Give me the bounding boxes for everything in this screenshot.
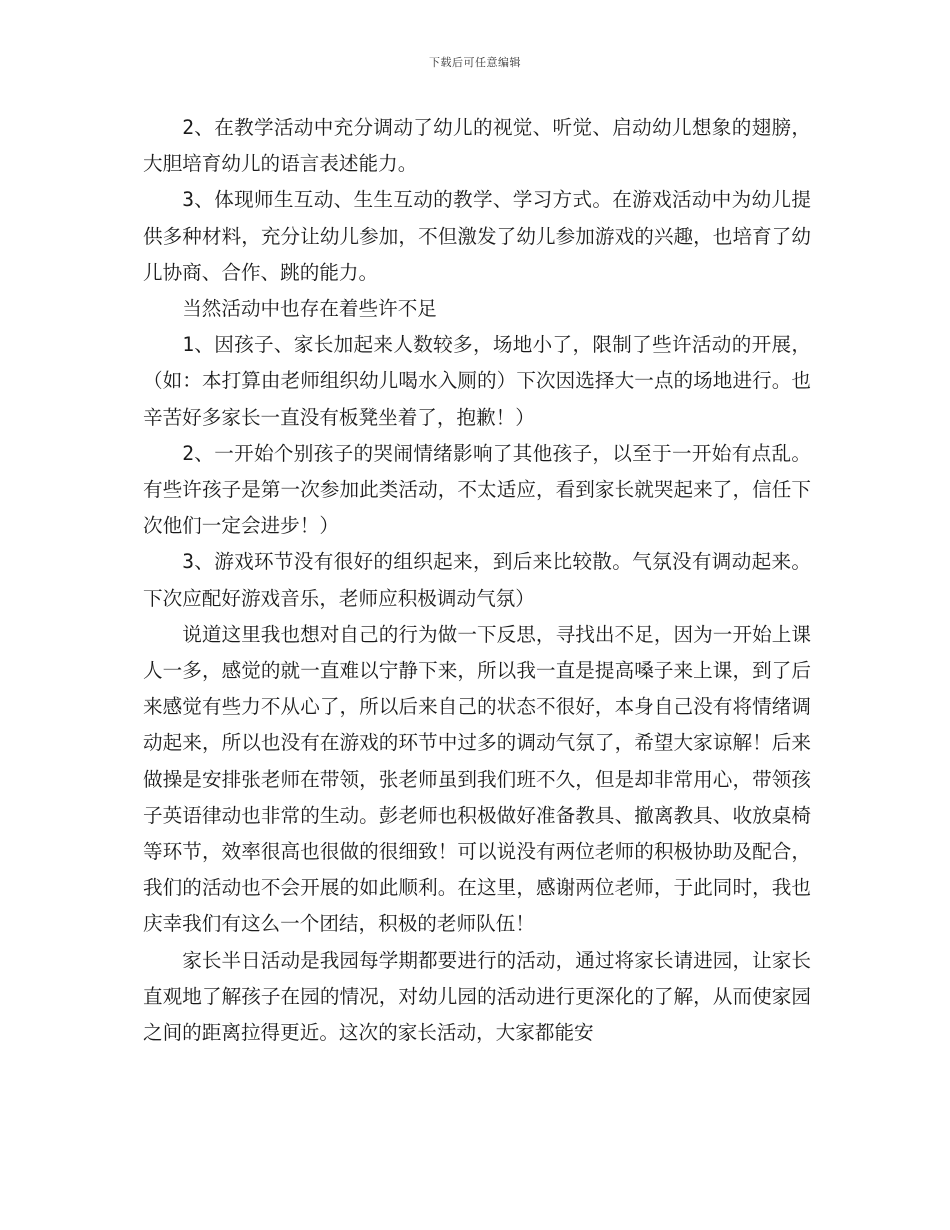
paragraph-shortcoming-1: 1、因孩子、家长加起来人数较多，场地小了，限制了些许活动的开展，（如：本打算由老师组织幼儿喝水入厕的）下次因选择大一点的场地进行。也辛苦好多家长一直没有板凳坐着了，抱歉！）	[143, 333, 811, 429]
page-header: 下载后可任意编辑	[429, 56, 521, 69]
paragraph-shortcomings-intro: 当然活动中也存在着些许不足	[182, 297, 437, 321]
paragraph-parent-activity: 家长半日活动是我园每学期都要进行的活动，通过将家长请进园，让家长直观地了解孩子在园的情况，对幼儿园的活动进行更深化的了解，从而使家园之间的距离拉得更近。这次的家长活动，大家都能安	[143, 948, 811, 1045]
paragraph-shortcoming-2: 2、一开始个别孩子的哭闹情绪影响了其他孩子，以至于一开始有点乱。有些许孩子是第一次参加此类活动，不太适应，看到家长就哭起来了，信任下次他们一定会进步！）	[143, 441, 811, 538]
document-body	[143, 110, 811, 1051]
paragraph-shortcoming-3: 3、游戏环节没有很好的组织起来，到后来比较散。气氛没有调动起来。下次应配好游戏音乐，老师应积极调动气氛）	[143, 550, 811, 610]
paragraph-reflection: 说道这里我也想对自己的行为做一下反思，寻找出不足，因为一开始上课人一多，感觉的就一直难以宁静下来，所以我一直是提高嗓子来上课，到了后来感觉有些力不从心了，所以后来自己的状态不很好，本身自己没有将情绪调动起来，所以也没有在游戏的环节中过多的调动气氛了，希望大家谅解！后来做操是安排张老师在带领，张老师虽到我们班不久，但是却非常用心，带领孩子英语律动也非常的生动。彭老师也积极做好准备教具、撤离教具、收放桌椅等环节，效率很高也很做的很细致！可以说没有两位老师的积极协助及配合，我们的活动也不会开展的如此顺利。在这里，感谢两位老师，于此同时，我也庆幸我们有这么一个团结，积极的老师队伍！	[143, 622, 811, 936]
paragraph-point-3: 3、体现师生互动、生生互动的教学、学习方式。在游戏活动中为幼儿提供多种材料，充分让幼儿参加，不但激发了幼儿参加游戏的兴趣，也培育了幼儿协商、合作、跳的能力。	[143, 188, 811, 284]
paragraph-point-2: 2、在教学活动中充分调动了幼儿的视觉、听觉、启动幼儿想象的翅膀，大胆培育幼儿的语言表述能力。	[143, 116, 811, 176]
